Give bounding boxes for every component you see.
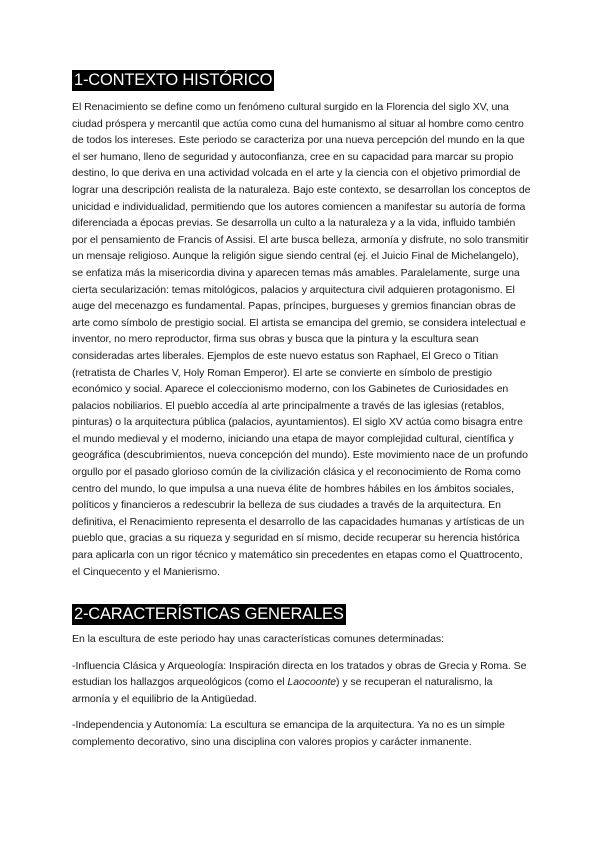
list-item-influencia-clasica xyxy=(72,658,532,708)
item-text-before: -Influencia Clásica y Arqueología: Inspiración directa en los tratados y obras de Grecia y Roma. Se estudian los hallazgos arqueológicos (como el xyxy=(72,659,527,689)
list-item-independencia-autonomia: -Independencia y Autonomía: La escultura se emancipa de la arquitectura. Ya no es un simple complemento decorativo, sino una disciplina con valores propios y carácter inmanente. xyxy=(72,719,505,748)
section-paragraph-contexto: El Renacimiento se define como un fenómeno cultural surgido en la Florencia del siglo XV, una ciudad próspera y mercantil que actúa como cuna del humanismo al situar al hombre como centro de todos los intereses. Este periodo se caracteriza por una nueva percepción del mundo en la que el ser humano, lleno de seguridad y autoconfianza, cree en su capacidad para marcar su propio destino, lo que deriva en una actividad volcada en el arte y la ciencia con el objetivo primordial de lograr una descripción realista de la naturaleza. Bajo este contexto, se desarrollan los conceptos de unicidad e individualidad, permitiendo que los autores comiencen a manifestar su autoría de forma diferenciada a épocas previas. Se desarrolla un culto a la naturaleza y a la vida, influido también por el pensamiento de Francis of Assisi. El arte busca belleza, armonía y disfrute, no solo transmitir un mensaje religioso. Aunque la religión sigue siendo central (ej. el Juicio Final de Michelangelo), se enfatiza más la misericordia divina y aparecen temas más amables. Paralelamente, surge una cierta secularización: temas mitológicos, palacios y arquitectura civil adquieren protagonismo. El auge del mecenazgo es fundamental. Papas, príncipes, burgueses y gremios financian obras de arte como símbolo de prestigio social. El artista se emancipa del gremio, se considera intelectual e inventor, no mero reproductor, firma sus obras y busca que la pintura y la escultura sean consideradas artes liberales. Ejemplos de este nuevo estatus son Raphael, El Greco o Titian (retratista de Charles V, Holy Roman Emperor). El arte se convierte en símbolo de prestigio económico y social. Aparece el coleccionismo moderno, con los Gabinetes de Curiosidades en palacios nobiliarios. El pueblo accedía al arte principalmente a través de las iglesias (retablos, pinturas) o la arquitectura pública (palacios, ayuntamientos). El siglo XV actúa como bisagra entre el mundo medieval y el moderno, iniciando una etapa de mayor complejidad cultural, científica y geográfica (descubrimientos, nueva concepción del mundo). Este movimiento nace de un profundo orgullo por el pasado glorioso común de la civilización clásica y el reconocimiento de Roma como centro del mundo, lo que impulsa a una nueva élite de hombres hábiles en los ámbitos sociales, políticos y financieros a redescubrir la belleza de sus ciudades a través de la arquitectura. En definitiva, el Renacimiento representa el desarrollo de las capacidades humanas y artísticas de un pueblo que, gracias a su riqueza y seguridad en sí mismo, decide recuperar su herencia histórica para aplicarla con un rigor técnico y matemático sin precedentes en etapas como el Quattrocento, el Cinquecento y el Manierismo. xyxy=(72,101,531,578)
section-heading-contexto-historico: 1-CONTEXTO HISTÓRICO xyxy=(74,71,273,89)
item-text-after: ) y se recuperan el naturalismo, la armonía y el equilibrio de la Antigüedad. xyxy=(72,676,493,705)
section-intro-caracteristicas: En la escultura de este periodo hay unas características comunes determinadas: xyxy=(72,633,444,645)
document-page xyxy=(72,70,532,751)
section-heading-caracteristicas-generales: 2-CARACTERÍSTICAS GENERALES xyxy=(74,605,344,623)
artwork-title-laocoonte: Laocoonte xyxy=(287,676,337,689)
